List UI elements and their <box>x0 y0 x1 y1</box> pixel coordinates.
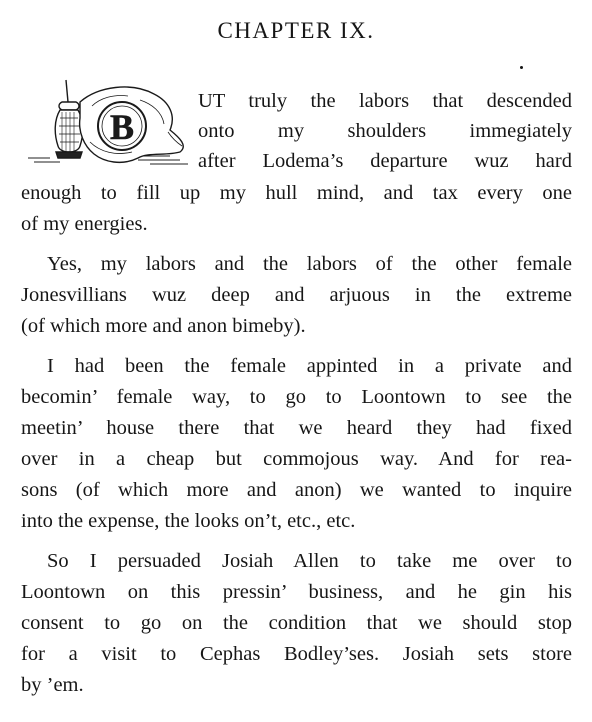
letter-medallion <box>98 102 146 150</box>
illustrated-initial-letter <box>20 72 192 172</box>
text-line: for a visit to Cephas Bodley’ses. Josiah sets store <box>21 643 572 665</box>
text-line: onto my shoulders immegiately <box>198 120 572 142</box>
jug-icon <box>55 80 83 158</box>
text-line: (of which more and anon bimeby). <box>21 315 306 337</box>
text-line: by ’em. <box>21 674 84 696</box>
text-line: sons (of which more and anon) we wanted to inquire <box>21 479 572 501</box>
text-line: Yes, my labors and the labors of the other female <box>47 253 572 275</box>
text-line: Loontown on this pressin’ business, and he gin his <box>21 581 572 603</box>
text-line: So I persuaded Josiah Allen to take me over to <box>47 550 572 572</box>
text-line: meetin’ house there that we heard they had fixed <box>21 417 572 439</box>
chapter-title: CHAPTER IX. <box>217 18 375 43</box>
text-line: consent to go on the condition that we should stop <box>21 612 572 634</box>
text-line: over in a cheap but commojous way. And for rea- <box>21 448 572 470</box>
drop-cap-letter: B <box>109 107 135 147</box>
text-line: UT truly the labors that descended <box>198 90 572 112</box>
text-line: enough to fill up my hull mind, and tax every one <box>21 182 572 204</box>
text-line: Jonesvillians wuz deep and arjuous in the extreme <box>21 284 572 306</box>
text-line: I had been the female appinted in a private and <box>47 355 572 377</box>
text-line: into the expense, the looks on’t, etc., etc. <box>21 510 356 532</box>
text-line: after Lodema’s departure wuz hard <box>198 150 572 172</box>
text-line: becomin’ female way, to go to Loontown to see the <box>21 386 572 408</box>
ink-speck <box>520 66 523 69</box>
text-line: of my energies. <box>21 213 148 235</box>
